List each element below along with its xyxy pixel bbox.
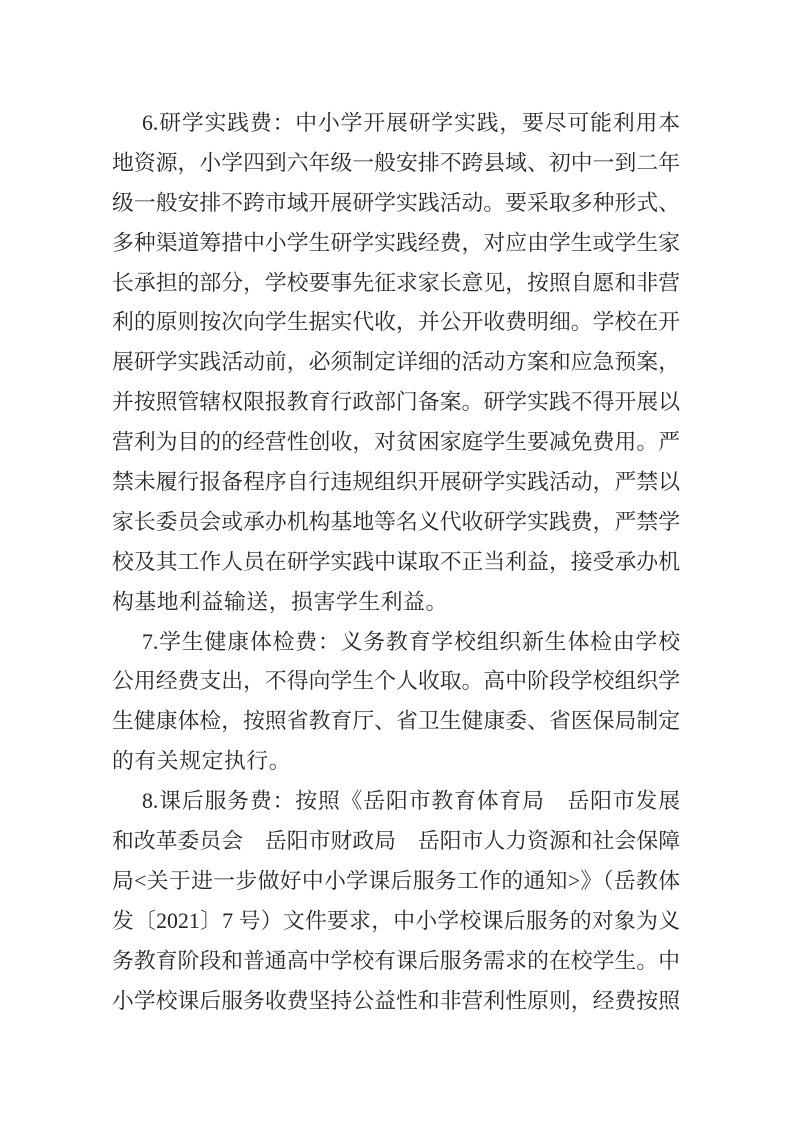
document-body (112, 104, 680, 1021)
text-line: 长承担的部分，学校要事先征求家长意见，按照自愿和非营 (112, 270, 680, 295)
text-line: 家长委员会或承办机构基地等名义代收研学实践费，严禁学 (112, 509, 680, 534)
text-line: 级一般安排不跨市域开展研学实践活动。要采取多种形式、 (112, 190, 680, 215)
text-line: 的有关规定执行。 (112, 749, 292, 774)
item-7-student-health-exam-fee (112, 623, 680, 783)
text-line: 禁未履行报备程序自行违规组织开展研学实践活动，严禁以 (112, 470, 680, 495)
text-line: 地资源，小学四到六年级一般安排不跨县域、初中一到二年 (112, 150, 680, 175)
text-line: 6.研学实践费：中小学开展研学实践，要尽可能利用本 (142, 111, 680, 135)
text-line: 营利为目的的经营性创收，对贫困家庭学生要减免费用。严 (112, 430, 680, 455)
text-line: 展研学实践活动前，必须制定详细的活动方案和应急预案， (112, 350, 680, 375)
text-line: 务教育阶段和普通高中学校有课后服务需求的在校学生。中 (112, 948, 680, 973)
text-line: 校及其工作人员在研学实践中谋取不正当利益，接受承办机 (112, 549, 680, 574)
text-line: 和改革委员会 岳阳市财政局 岳阳市人力资源和社会保障 (112, 829, 680, 854)
text-line: 小学校课后服务收费坚持公益性和非营利性原则，经费按照 (112, 988, 680, 1013)
text-line: 构基地利益输送，损害学生利益。 (112, 589, 448, 614)
text-line: 7.学生健康体检费：义务教育学校组织新生体检由学校 (142, 629, 680, 654)
text-line: 公用经费支出，不得向学生个人收取。高中阶段学校组织学 (112, 669, 680, 694)
text-line: 利的原则按次向学生据实代收，并公开收费明细。学校在开 (112, 310, 680, 335)
text-line: 生健康体检，按照省教育厅、省卫生健康委、省医保局制定 (112, 709, 680, 734)
text-line: 多种渠道筹措中小学生研学实践经费，对应由学生或学生家 (112, 230, 680, 255)
item-6-study-practice-fee (112, 104, 680, 623)
text-line: 并按照管辖权限报教育行政部门备案。研学实践不得开展以 (112, 390, 680, 415)
text-line: 发〔2021〕7 号）文件要求，中小学校课后服务的对象为义 (112, 908, 680, 933)
text-line: 8.课后服务费：按照《岳阳市教育体育局 岳阳市发展 (142, 789, 680, 814)
item-8-after-school-service-fee (112, 782, 680, 1021)
text-line: 局<关于进一步做好中小学课后服务工作的通知>》（岳教体 (112, 868, 680, 893)
